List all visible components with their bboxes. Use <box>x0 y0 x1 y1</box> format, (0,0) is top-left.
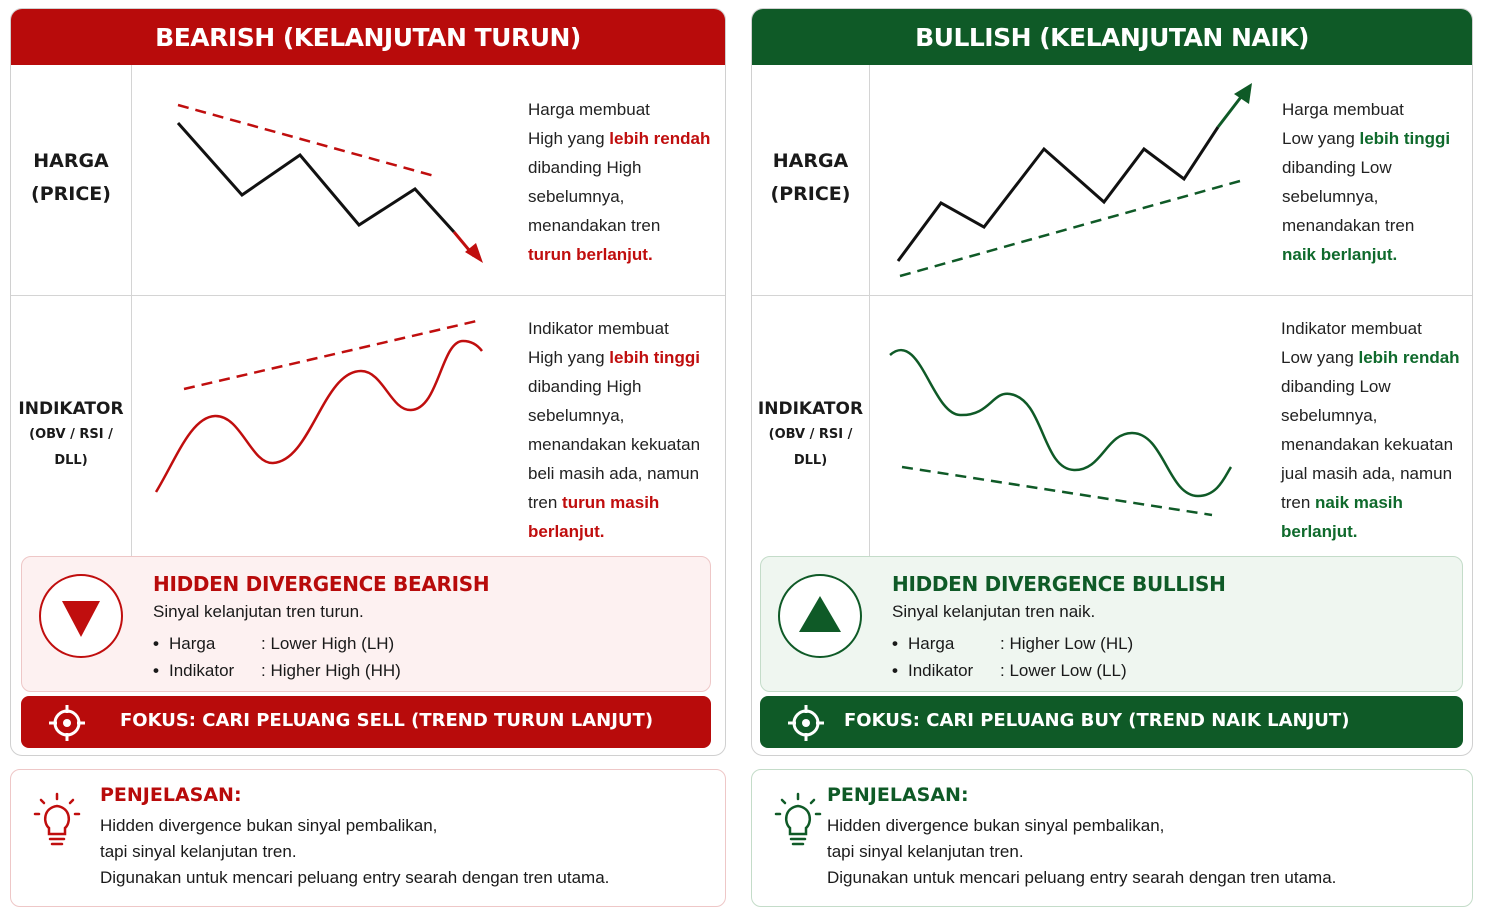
indicator-label-sub: (OBV / RSI / DLL) <box>29 427 113 468</box>
desc-line: menandakan tren <box>1282 216 1415 235</box>
signal-circle <box>778 574 862 658</box>
desc-text: tren <box>528 493 563 512</box>
desc-highlight: lebih tinggi <box>1359 129 1451 148</box>
desc-text: Low yang <box>1282 129 1360 148</box>
desc-highlight: naik berlanjut. <box>1282 245 1398 264</box>
bullet: • <box>892 634 898 653</box>
bearish-panel <box>10 8 726 756</box>
desc-highlight: turun berlanjut. <box>528 245 653 264</box>
desc-line: dibanding Low <box>1282 158 1392 177</box>
bullish-header: BULLISH (KELANJUTAN NAIK) <box>752 9 1472 65</box>
explanation-line: Digunakan untuk mencari peluang entry searah dengan tren utama. <box>100 868 610 887</box>
hd-item-value: : Higher High (HH) <box>261 661 401 680</box>
hidden-divergence-bearish-box <box>21 556 711 692</box>
desc-line: jual masih ada, namun <box>1281 464 1453 483</box>
bullish-explanation-box <box>751 769 1473 907</box>
bullish-indicator-description <box>1281 314 1460 546</box>
bullet: • <box>153 634 159 653</box>
hd-title: HIDDEN DIVERGENCE BEARISH <box>153 572 490 596</box>
desc-line: dibanding High <box>528 158 642 177</box>
desc-line <box>1281 488 1460 517</box>
signal-circle <box>39 574 123 658</box>
down-triangle-icon <box>39 574 123 658</box>
desc-line <box>528 488 700 517</box>
desc-highlight: lebih rendah <box>1358 348 1460 367</box>
bearish-header: BEARISH (KELANJUTAN TURUN) <box>11 9 725 65</box>
desc-line: sebelumnya, <box>1281 406 1378 425</box>
explanation-line: tapi sinyal kelanjutan tren. <box>827 842 1024 861</box>
bullish-panel <box>751 8 1473 756</box>
hd-item-value: : Lower High (LH) <box>261 634 395 653</box>
price-label-sub: (PRICE) <box>770 183 851 205</box>
desc-line <box>528 343 700 372</box>
desc-line: Indikator membuat <box>1281 319 1422 338</box>
bearish-indicator-description <box>528 314 700 546</box>
bullet: • <box>892 661 898 680</box>
desc-line: Harga membuat <box>1282 100 1404 119</box>
desc-line: menandakan tren <box>528 216 661 235</box>
hd-bullet-item <box>153 661 401 681</box>
desc-line: Harga membuat <box>528 100 650 119</box>
target-icon <box>47 703 87 743</box>
hd-title: HIDDEN DIVERGENCE BULLISH <box>892 572 1226 596</box>
price-label: HARGA <box>33 150 109 172</box>
desc-line: sebelumnya, <box>1282 187 1379 206</box>
hd-item-key: Indikator <box>908 661 974 680</box>
hd-bullet-item <box>153 634 394 654</box>
trendline-lower-lows <box>902 467 1212 515</box>
desc-text: Low yang <box>1281 348 1359 367</box>
trendline-higher-highs <box>184 320 481 389</box>
hd-bullet-item <box>892 634 1133 654</box>
hd-item-value: : Higher Low (HL) <box>1000 634 1134 653</box>
desc-highlight: berlanjut. <box>1281 522 1358 541</box>
desc-line: sebelumnya, <box>528 187 625 206</box>
price-label-sub: (PRICE) <box>31 183 111 205</box>
target-icon <box>786 703 826 743</box>
desc-line: sebelumnya, <box>528 406 625 425</box>
up-triangle-icon <box>778 574 862 658</box>
desc-text: High yang <box>528 129 610 148</box>
desc-line: Indikator membuat <box>528 319 669 338</box>
explanation-title: PENJELASAN: <box>100 784 242 806</box>
focus-text: FOKUS: CARI PELUANG SELL (TREND TURUN LANJUT) <box>120 710 654 731</box>
lightbulb-icon <box>774 792 822 848</box>
desc-highlight: turun masih <box>562 493 660 512</box>
explanation-line: Digunakan untuk mencari peluang entry searah dengan tren utama. <box>827 868 1337 887</box>
desc-highlight: naik masih <box>1315 493 1403 512</box>
focus-text: FOKUS: CARI PELUANG BUY (TREND NAIK LANJUT) <box>844 710 1350 731</box>
desc-highlight: lebih tinggi <box>609 348 700 367</box>
explanation-line: Hidden divergence bukan sinyal pembalikan, <box>100 816 438 835</box>
hd-item-key: Harga <box>169 634 216 653</box>
bullet: • <box>153 661 159 680</box>
desc-text: High yang <box>528 348 610 367</box>
hidden-divergence-bullish-box <box>760 556 1463 692</box>
desc-text: tren <box>1281 493 1316 512</box>
price-label: HARGA <box>772 150 849 172</box>
desc-highlight: berlanjut. <box>528 522 605 541</box>
lightbulb-icon <box>33 792 81 848</box>
indicator-label: INDIKATOR <box>18 399 124 419</box>
desc-line: dibanding High <box>528 377 642 396</box>
hd-bullet-item <box>892 661 1127 681</box>
explanation-line: Hidden divergence bukan sinyal pembalikan, <box>827 816 1165 835</box>
explanation-title: PENJELASAN: <box>827 784 969 806</box>
desc-highlight: lebih rendah <box>609 129 711 148</box>
desc-line: menandakan kekuatan <box>1281 435 1454 454</box>
hd-item-key: Indikator <box>169 661 235 680</box>
desc-line: dibanding Low <box>1281 377 1391 396</box>
focus-sell-banner <box>21 696 711 748</box>
hd-item-key: Harga <box>908 634 955 653</box>
bearish-explanation-box <box>10 769 726 907</box>
hd-subtitle: Sinyal kelanjutan tren naik. <box>892 602 1096 621</box>
desc-line <box>1281 343 1460 372</box>
focus-buy-banner <box>760 696 1463 748</box>
indicator-label-sub: (OBV / RSI / DLL) <box>768 427 853 468</box>
desc-line: menandakan kekuatan <box>528 435 701 454</box>
indicator-wave <box>156 341 482 492</box>
hd-subtitle: Sinyal kelanjutan tren turun. <box>153 602 364 621</box>
explanation-line: tapi sinyal kelanjutan tren. <box>100 842 297 861</box>
hd-item-value: : Lower Low (LL) <box>1000 661 1127 680</box>
desc-line: beli masih ada, namun <box>528 464 700 483</box>
indicator-label: INDIKATOR <box>757 399 864 419</box>
